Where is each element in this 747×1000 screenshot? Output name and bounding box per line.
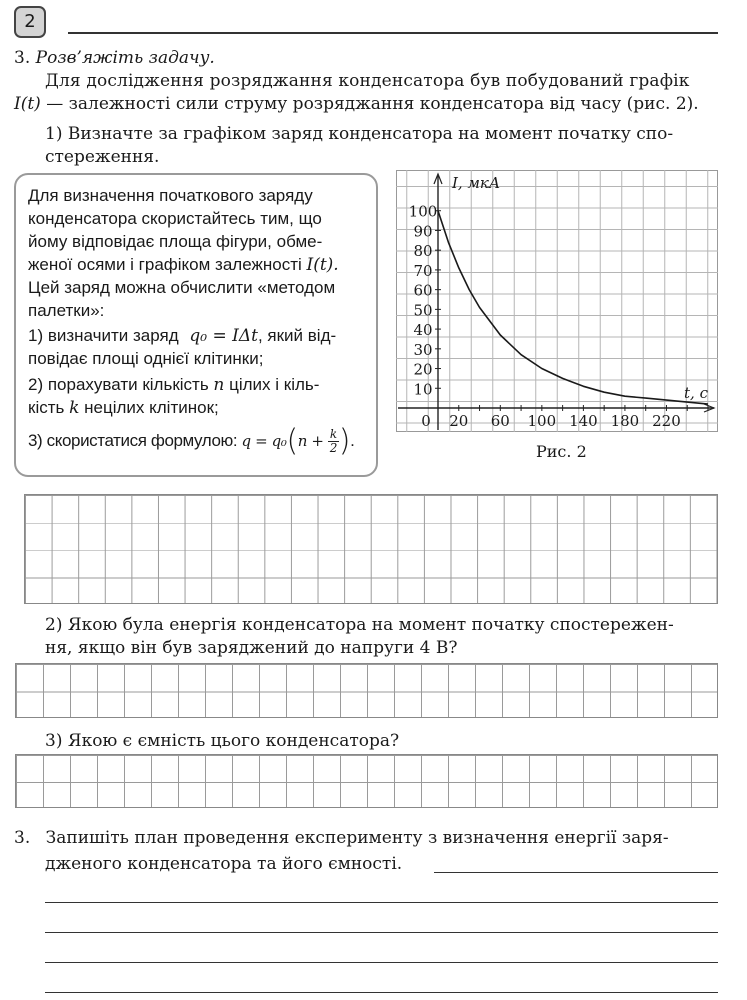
question-2-line-1: 2) Якою була енергія конденсатора на момент початку спостережен- — [45, 615, 674, 635]
y-tick-label: 10 — [413, 380, 433, 399]
question-1-line-2: стереження. — [45, 147, 160, 167]
x-tick-label: 100 — [527, 412, 557, 430]
y-tick-label: 20 — [413, 360, 433, 379]
answer-line[interactable] — [45, 902, 718, 903]
y-tick-label: 100 — [408, 202, 438, 221]
hint-line — [28, 325, 336, 347]
hint-text: цілих і кіль- — [229, 375, 320, 394]
answer-line[interactable] — [45, 992, 718, 993]
question-3-line-1: 3) Якою є ємність цього конденсатора? — [45, 731, 400, 751]
hint-text: 1) визначити заряд — [28, 326, 179, 345]
page-number: 2 — [14, 6, 46, 38]
y-tick-label: 90 — [413, 222, 433, 241]
task-number: 3. — [14, 48, 31, 68]
hint-line — [28, 374, 319, 396]
fraction-denominator: 2 — [329, 441, 337, 455]
task-intro-line-1: Для дослідження розряджання конденсатора був побудований графік — [45, 71, 690, 91]
header-rule — [68, 32, 718, 34]
hint-formula: q₀ = IΔt — [189, 326, 258, 346]
x-tick-label: 220 — [652, 412, 681, 430]
x-tick-label: 0 — [421, 412, 431, 430]
task-number: 3. — [14, 828, 31, 848]
answer-line[interactable] — [45, 932, 718, 933]
hint-line — [28, 397, 219, 419]
y-tick-label: 80 — [413, 242, 433, 261]
hint-line: Цей заряд можна обчислити «методом — [28, 278, 336, 297]
hint-text: , який від- — [257, 326, 337, 345]
figure-caption: Рис. 2 — [536, 442, 587, 461]
hint-variable-n: n — [213, 375, 225, 395]
hint-text: нецілих клітинок; — [84, 398, 219, 417]
x-tick-label: 140 — [569, 412, 598, 430]
hint-line — [28, 423, 355, 459]
intro-function: I(t) — [14, 94, 41, 114]
hint-variable-k: k — [69, 398, 80, 418]
x-tick-label: 180 — [610, 412, 640, 430]
x-axis-label: t, с — [684, 384, 708, 402]
hint-line: повідає площі однієї клітинки; — [28, 349, 264, 368]
intro-text: — залежності сили струму розряджання конденсатора від часу (рис. 2). — [46, 94, 699, 114]
hint-line: Для визначення початкового заряду — [28, 186, 313, 205]
answer-grid-1[interactable] — [24, 494, 718, 604]
y-tick-label: 40 — [413, 321, 433, 340]
task-heading — [14, 46, 215, 70]
y-tick-label: 50 — [413, 301, 433, 320]
task-3b-line-2: дженого конденсатора та його ємності. — [45, 854, 403, 874]
x-tick-label: 60 — [490, 412, 510, 430]
hint-formula-n: n + — [297, 431, 324, 450]
task-3b-line-1 — [14, 826, 669, 850]
hint-line: конденсатора скористайтесь тим, що — [28, 209, 322, 228]
answer-grid-2[interactable] — [15, 663, 718, 718]
x-tick-label: 20 — [449, 412, 469, 430]
hint-function: I(t). — [306, 255, 339, 275]
y-tick-label: 30 — [413, 340, 433, 359]
hint-box — [14, 173, 378, 477]
hint-text: . — [350, 430, 355, 450]
hint-formula-lhs: q = q₀ — [241, 431, 287, 450]
fraction-numerator: k — [329, 427, 337, 441]
hint-text: 2) порахувати кількість — [28, 375, 209, 394]
y-tick-label: 60 — [413, 281, 433, 300]
task-title: Розв’яжіть задачу. — [35, 48, 215, 68]
discharge-current-chart — [396, 170, 718, 432]
question-2-line-2: ня, якщо він був заряджений до напруги 4 В? — [45, 638, 458, 658]
formula-paren: ) — [338, 423, 351, 459]
answer-line[interactable] — [434, 872, 718, 873]
task-text: Запишіть план проведення експерименту з визначення енергії заря- — [45, 828, 669, 848]
answer-grid-3[interactable] — [15, 754, 718, 808]
hint-formula-fraction — [328, 428, 339, 455]
formula-paren: ( — [286, 423, 298, 459]
hint-text: женої осями і графіком залежності — [28, 255, 302, 274]
y-tick-label: 70 — [413, 261, 433, 280]
hint-line — [28, 254, 339, 276]
task-intro-line-2 — [14, 92, 699, 116]
hint-text: 3) скористатися формулою: — [28, 430, 238, 450]
question-1-line-1: 1) Визначте за графіком заряд конденсатора на момент початку спо- — [45, 124, 674, 144]
answer-line[interactable] — [45, 962, 718, 963]
hint-text: кість — [28, 398, 65, 417]
y-axis-label: I, мкА — [452, 174, 501, 192]
hint-line: палетки»: — [28, 301, 105, 320]
hint-line: йому відповідає площа фігури, обме- — [28, 232, 323, 251]
